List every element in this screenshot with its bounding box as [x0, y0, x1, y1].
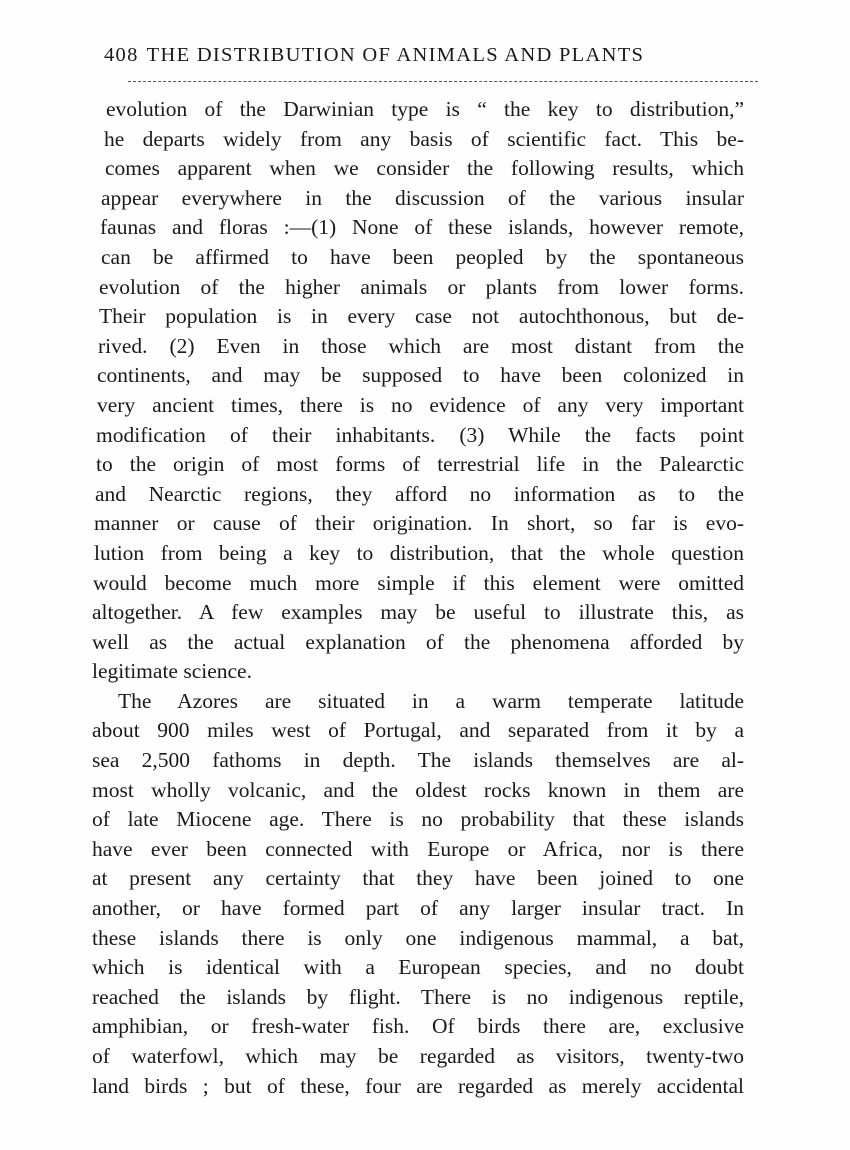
text-line: manner or cause of their origination. In short, so far is evo-: [94, 511, 744, 536]
text-line: lution from being a key to distribution, that the whole question: [94, 540, 744, 565]
text-line: can be affirmed to have been peopled by the spontaneous: [101, 244, 744, 269]
text-line: evolution of the higher animals or plants from lower forms.: [99, 274, 744, 299]
paragraph-1: [92, 95, 744, 687]
text-line: most wholly volcanic, and the oldest rocks known in them are: [92, 777, 744, 802]
body-text: [92, 95, 744, 1101]
text-line: land birds ; but of these, four are regarded as merely accidental: [92, 1073, 744, 1098]
text-line: The Azores are situated in a warm temperate latitude: [118, 688, 744, 713]
text-line: rived. (2) Even in those which are most distant from the: [98, 333, 744, 358]
text-line: sea 2,500 fathoms in depth. The islands themselves are al-: [92, 748, 744, 773]
text-line: these islands there is only one indigenous mammal, a bat,: [92, 925, 744, 950]
page-number: 408: [104, 44, 139, 66]
text-line: legitimate science.: [92, 659, 252, 684]
text-line: another, or have formed part of any larger insular tract. In: [92, 896, 744, 921]
text-line: at present any certainty that they have been joined to one: [92, 866, 744, 891]
text-line: reached the islands by flight. There is no indigenous reptile,: [92, 984, 744, 1009]
text-line: comes apparent when we consider the following results, which: [105, 156, 744, 181]
paragraph-2: [92, 687, 744, 1101]
text-line: would become much more simple if this element were omitted: [93, 570, 744, 595]
header-rule: [128, 81, 758, 82]
text-line: of waterfowl, which may be regarded as visitors, twenty-two: [92, 1044, 744, 1068]
text-line: evolution of the Darwinian type is “ the key to distribution,”: [106, 97, 744, 121]
text-line: about 900 miles west of Portugal, and separated from it by a: [92, 718, 744, 743]
text-line: he departs widely from any basis of scientific fact. This be-: [104, 126, 744, 151]
text-line: faunas and floras :—(1) None of these islands, however remote,: [100, 215, 744, 240]
text-line: of late Miocene age. There is no probability that these islands: [92, 807, 744, 832]
text-line: Their population is in every case not autochthonous, but de-: [99, 304, 744, 329]
text-line: well as the actual explanation of the phenomena afforded by: [92, 629, 744, 654]
text-line: altogether. A few examples may be useful to illustrate this, as: [92, 600, 744, 625]
text-line: modification of their inhabitants. (3) While the facts point: [96, 422, 744, 447]
text-line: have ever been connected with Europe or Africa, nor is there: [92, 836, 744, 861]
text-line: continents, and may be supposed to have been colonized in: [97, 363, 744, 388]
text-line: to the origin of most forms of terrestrial life in the Palearctic: [96, 452, 744, 477]
text-line: and Nearctic regions, they afford no information as to the: [95, 481, 744, 506]
running-title: THE DISTRIBUTION OF ANIMALS AND PLANTS: [146, 44, 645, 66]
text-line: amphibian, or fresh-water fish. Of birds there are, exclusive: [92, 1014, 744, 1039]
text-line: appear everywhere in the discussion of the various insular: [101, 185, 744, 210]
text-line: very ancient times, there is no evidence of any very important: [97, 392, 744, 417]
text-line: which is identical with a European species, and no doubt: [92, 955, 744, 980]
running-header: [104, 44, 744, 67]
